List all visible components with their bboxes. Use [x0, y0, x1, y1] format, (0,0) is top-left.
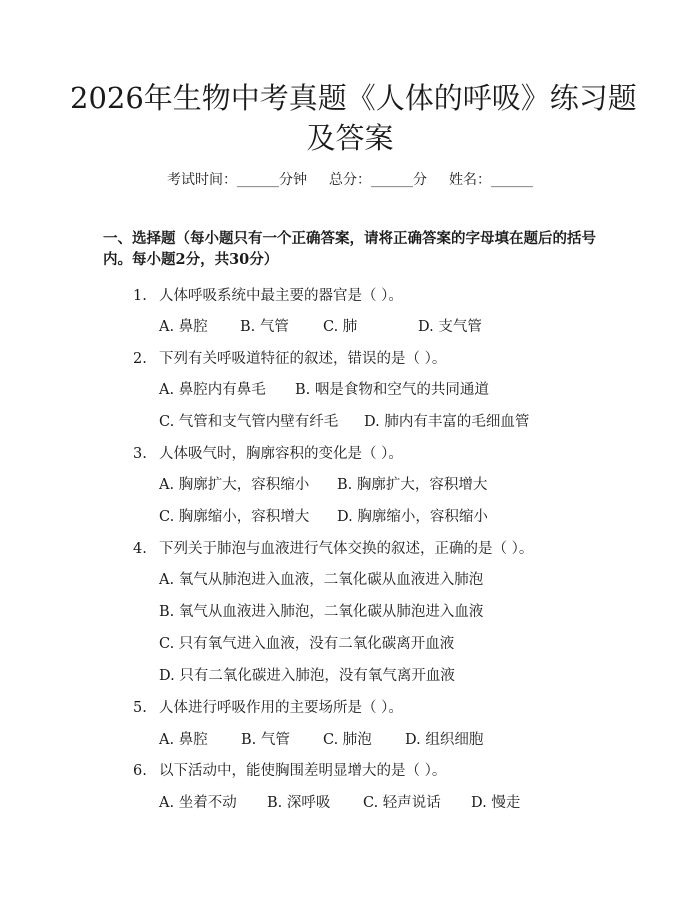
option-a: A. 鼻腔内有鼻毛: [159, 382, 266, 398]
option-b: B. 胸廓扩大，容积增大: [337, 477, 488, 493]
question-text: 人体呼吸系统中最主要的器官是（ ）。: [159, 288, 403, 304]
option-b: B. 深呼吸: [267, 795, 331, 811]
exam-time-field: 考试时间：______分钟: [167, 172, 307, 188]
options-q3-row2: [159, 505, 599, 525]
question-number: 2.: [133, 351, 147, 367]
option-b: B. 咽是食物和空气的共同通道: [295, 382, 489, 398]
option-a: A. 坐着不动: [159, 795, 237, 811]
option-b: B. 氧气从血液进入肺泡，二氧化碳从肺泡进入血液: [159, 604, 484, 620]
question-4: [133, 537, 533, 558]
question-number: 3.: [133, 446, 147, 462]
option-b: B. 气管: [240, 319, 289, 335]
option-d: D. 只有二氧化碳进入肺泡，没有氧气离开血液: [159, 668, 455, 684]
option-a: A. 鼻腔: [159, 732, 208, 748]
question-text: 下列有关呼吸道特征的叙述，错误的是（ ）。: [159, 351, 447, 367]
exam-info-line: [0, 169, 700, 189]
options-q1: [159, 315, 599, 335]
question-5: [133, 696, 403, 717]
option-d: D. 支气管: [418, 319, 482, 335]
option-a: A. 氧气从肺泡进入血液，二氧化碳从血液进入肺泡: [159, 572, 484, 588]
question-1: [133, 284, 403, 305]
option-c: C. 肺泡: [323, 732, 372, 748]
option-d: D. 肺内有丰富的毛细血管: [364, 414, 530, 430]
option-c: C. 胸廓缩小，容积增大: [159, 509, 310, 525]
options-q3-row1: [159, 473, 599, 493]
option-d: D. 慢走: [471, 795, 521, 811]
section-heading: 一、选择题（每小题只有一个正确答案，请将正确答案的字母填在题后的括号内。每小题2分，共30分）: [103, 230, 596, 268]
option-a: A. 胸廓扩大，容积缩小: [159, 477, 310, 493]
title-line-2: 及答案: [306, 121, 394, 155]
options-q5: [159, 728, 599, 748]
options-q2-row1: [159, 378, 599, 398]
question-number: 1.: [133, 288, 147, 304]
question-number: 4.: [133, 541, 147, 557]
question-text: 人体进行呼吸作用的主要场所是（ ）。: [159, 700, 403, 716]
options-q2-row2: [159, 410, 599, 430]
title-line-1: 2026年生物中考真题《人体的呼吸》练习题: [70, 81, 637, 115]
question-2: [133, 347, 446, 368]
student-name-field: 姓名：______: [449, 172, 533, 188]
question-number: 6.: [133, 763, 147, 779]
option-c: C. 轻声说话: [363, 795, 441, 811]
document-title: [70, 78, 637, 158]
question-text: 人体吸气时，胸廓容积的变化是（ ）。: [159, 446, 403, 462]
option-c: C. 气管和支气管内壁有纤毛: [159, 414, 339, 430]
total-score-field: 总分：______分: [329, 172, 427, 188]
options-q6: [159, 791, 599, 811]
question-text: 以下活动中，能使胸围差明显增大的是（ ）。: [159, 763, 447, 779]
question-number: 5.: [133, 700, 147, 716]
option-d: D. 组织细胞: [405, 732, 484, 748]
option-c: C. 只有氧气进入血液，没有二氧化碳离开血液: [159, 636, 455, 652]
question-6: [133, 759, 446, 780]
question-text: 下列关于肺泡与血液进行气体交换的叙述，正确的是（ ）。: [159, 541, 534, 557]
option-c: C. 肺: [323, 319, 358, 335]
option-d: D. 胸廓缩小，容积缩小: [337, 509, 488, 525]
option-b: B. 气管: [241, 732, 290, 748]
question-3: [133, 442, 403, 463]
option-a: A. 鼻腔: [159, 319, 208, 335]
